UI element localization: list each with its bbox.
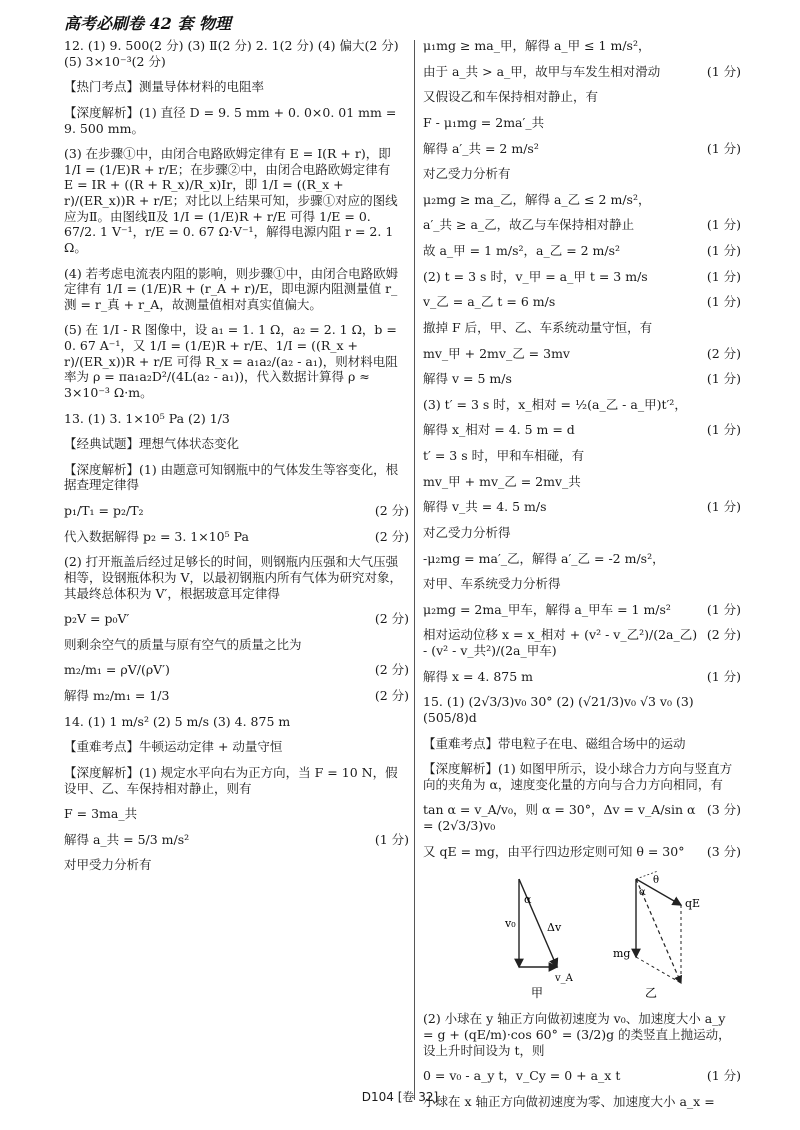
line-text: 解得 x = 4. 875 m — [423, 668, 534, 684]
text-line — [423, 371, 741, 387]
line-text: 代入数据解得 p₂ = 3. 1×10⁵ Pa — [64, 528, 249, 544]
caption-yi: 乙 — [645, 986, 658, 1001]
line-text: (2) 小球在 y 轴正方向做初速度为 v₀、加速度大小 a_y = g + (qE/m)·cos 60° = (3/2)g 的类竖直上抛运动，设上升时间设为 t，则 — [423, 1011, 731, 1058]
line-text: mv_甲 + mv_乙 = 2mv_共 — [423, 473, 581, 489]
text-line — [423, 627, 741, 658]
score-mark: (2 分) — [374, 611, 409, 627]
line-text: p₁/T₁ = p₂/T₂ — [64, 503, 144, 518]
line-text: 【重难考点】牛顿运动定律 + 动量守恒 — [64, 739, 283, 755]
text-line — [64, 611, 409, 627]
line-text: 则剩余空气的质量与原有空气的质量之比为 — [64, 636, 302, 652]
text-line — [423, 346, 741, 362]
text-line — [64, 637, 409, 653]
line-text: 对甲、车系统受力分析得 — [423, 576, 561, 592]
text-line — [423, 761, 741, 792]
line-text: 【经典试题】理想气体状态变化 — [64, 436, 240, 452]
line-text: tan α = v_A/v₀，则 α = 30°，Δv = v_A/sin α = (2√3/3)v₀ — [423, 802, 696, 833]
line-text: μ₂mg ≥ ma_乙，解得 a_乙 ≤ 2 m/s²， — [423, 191, 651, 207]
text-line — [64, 857, 409, 873]
line-text: 解得 v_共 = 4. 5 m/s — [423, 499, 547, 515]
label-alpha-yi: α — [639, 887, 646, 899]
line-text: μ₁mg ≥ ma_甲，解得 a_甲 ≤ 1 m/s²， — [423, 38, 651, 53]
text-line — [423, 269, 741, 285]
text-line — [423, 736, 741, 752]
text-line — [64, 662, 409, 678]
score-mark: (1 分) — [706, 243, 741, 258]
score-mark: (1 分) — [706, 268, 741, 284]
line-text: 14. (1) 1 m/s² (2) 5 m/s (3) 4. 875 m — [64, 713, 291, 729]
text-line — [423, 1068, 741, 1084]
score-mark: (2 分) — [706, 345, 741, 361]
line-text: 解得 a_共 = 5/3 m/s² — [64, 831, 190, 847]
score-mark: (1 分) — [706, 499, 741, 515]
text-line — [423, 38, 741, 54]
line-text: 相对运动位移 x = x_相对 + (v² - v_乙²)/(2a_乙) - (v² - v_共²)/(2a_甲车) — [423, 627, 698, 658]
text-line — [423, 217, 741, 233]
page-header-title: 高考必刷卷 42 套 物理 — [64, 14, 231, 33]
line-text: p₂V = p₀V′ — [64, 611, 130, 627]
text-line — [64, 765, 409, 796]
label-qE: qE — [685, 897, 701, 911]
line-text: 13. (1) 3. 1×10⁵ Pa (2) 1/3 — [64, 410, 230, 426]
text-line — [64, 436, 409, 452]
caption-jia: 甲 — [531, 986, 544, 1001]
text-line — [64, 529, 409, 545]
label-mg: mg — [613, 947, 631, 961]
score-mark: (2 分) — [374, 503, 409, 518]
score-mark: (1 分) — [706, 601, 741, 617]
score-mark: (2 分) — [374, 528, 409, 544]
text-line — [64, 411, 409, 427]
text-line — [423, 243, 741, 259]
score-mark: (1 分) — [706, 217, 741, 233]
text-line — [64, 554, 409, 601]
left-column — [64, 38, 409, 883]
text-line — [423, 802, 741, 833]
text-line — [423, 115, 741, 131]
line-text: 又 qE = mg，由平行四边形定则可知 θ = 30° — [423, 843, 685, 859]
line-text: t′ = 3 s 时，甲和车相碰，有 — [423, 448, 585, 463]
line-text: 故 a_甲 = 1 m/s²，a_乙 = 2 m/s² — [423, 243, 621, 258]
line-text: m₂/m₁ = ρV/(ρV′) — [64, 662, 170, 678]
text-line — [423, 141, 741, 157]
text-line — [423, 474, 741, 490]
line-text: 12. (1) 9. 500(2 分) (3) Ⅱ(2 分) 2. 1(2 分) (4) 偏大(2 分) (5) 3×10⁻³(2 分) — [64, 38, 399, 69]
text-line — [64, 503, 409, 519]
score-mark: (1 分) — [706, 668, 741, 684]
page-footer: D104 [卷 32] — [361, 1090, 439, 1104]
score-mark: (3 分) — [706, 843, 741, 859]
text-line — [423, 397, 741, 413]
parallelogram-side-bottom — [636, 957, 681, 983]
line-text: F = 3ma_共 — [64, 806, 138, 822]
text-line — [423, 422, 741, 438]
score-mark: (2 分) — [374, 662, 409, 678]
line-text: 对乙受力分析有 — [423, 166, 511, 182]
text-line — [423, 166, 741, 182]
line-text: mv_甲 + 2mv_乙 = 3mv — [423, 345, 570, 361]
text-line — [423, 448, 741, 464]
label-theta: θ — [653, 875, 660, 887]
line-text: 解得 a′_共 = 2 m/s² — [423, 140, 539, 156]
score-mark: (1 分) — [706, 63, 741, 79]
line-text: a′_共 ≥ a_乙，故乙与车保持相对静止 — [423, 217, 635, 233]
text-line — [423, 844, 741, 860]
text-line — [64, 739, 409, 755]
line-text: 15. (1) (2√3/3)v₀ 30° (2) (√21/3)v₀ √3 v₀ (3) (505/8)d — [423, 694, 694, 725]
line-text: 对乙受力分析得 — [423, 524, 511, 540]
line-text: 0 = v₀ - a_y t，v_Cy = 0 + a_x t — [423, 1068, 621, 1084]
line-text: (5) 在 1/I - R 图像中，设 a₁ = 1. 1 Ω，a₂ = 2. 1 Ω，b = 0. 67 A⁻¹，又 1/I = (1/E)R + r/E、1/I = ((R_x + r)/(ER_x))R + r/E 可得 R_x = a₁a₂/(a₂ - a₁)，则材料电阻率为 ρ = πa₁a₂D²/(4L(a₂ - a₁))，代入数据计算得 ρ ≈ 3×10⁻³ Ω·m。 — [64, 322, 398, 400]
line-text: v_乙 = a_乙 t = 6 m/s — [423, 294, 556, 310]
score-mark: (1 分) — [374, 831, 409, 847]
text-line — [423, 525, 741, 541]
label-v0: v₀ — [505, 917, 516, 931]
line-text: (2) 打开瓶盖后经过足够长的时间，则钢瓶内压强和大气压强相等，设钢瓶体积为 V，以最初钢瓶内所有气体为研究对象，其最终总体积为 V′，根据玻意耳定律得 — [64, 554, 403, 601]
text-line — [423, 669, 741, 685]
line-text: 【深度解析】(1) 直径 D = 9. 5 mm + 0. 0×0. 01 mm = 9. 500 mm。 — [64, 104, 397, 136]
text-line — [64, 105, 409, 136]
text-line — [423, 499, 741, 515]
figure-yi-diagram — [613, 871, 700, 983]
score-mark: (2 分) — [374, 688, 409, 703]
line-text: 解得 m₂/m₁ = 1/3 — [64, 688, 170, 703]
line-text: 解得 x_相对 = 4. 5 m = d — [423, 422, 575, 438]
text-line — [64, 714, 409, 730]
line-text: F - μ₁mg = 2ma′_共 — [423, 114, 545, 130]
line-text: 又假设乙和车保持相对静止，有 — [423, 89, 599, 105]
line-text: 【深度解析】(1) 规定水平向右为正方向，当 F = 10 N，假设甲、乙、车保持相对静止，则有 — [64, 764, 398, 796]
score-mark: (2 分) — [706, 627, 741, 643]
text-line — [64, 688, 409, 704]
figures — [423, 869, 741, 1001]
label-alpha-jia: α — [524, 893, 532, 907]
score-mark: (3 分) — [706, 802, 741, 818]
text-line — [423, 602, 741, 618]
text-line — [64, 462, 409, 493]
figure-jia-diagram — [504, 879, 574, 984]
score-mark: (1 分) — [706, 140, 741, 156]
text-line — [64, 38, 409, 69]
figure-svg — [423, 869, 741, 1001]
text-line — [423, 89, 741, 105]
line-text: 【重难考点】带电粒子在电、磁组合场中的运动 — [423, 735, 686, 751]
text-line — [64, 832, 409, 848]
score-mark: (1 分) — [706, 294, 741, 310]
line-text: μ₂mg = 2ma_甲车，解得 a_甲车 = 1 m/s² — [423, 601, 671, 617]
line-text: (3) t′ = 3 s 时，x_相对 = ½(a_乙 - a_甲)t′²， — [423, 396, 687, 412]
line-text: -μ₂mg = ma′_乙，解得 a′_乙 = -2 m/s²， — [423, 550, 665, 566]
line-text: 撤掉 F 后，甲、乙、车系统动量守恒，有 — [423, 319, 653, 335]
line-text: (4) 若考虑电流表内阻的影响，则步骤①中，由闭合电路欧姆定律有 1/I = (1/E)R + (r_A + r)/E，即电源内阻测量值 r_测 = r_真 + r_A，故测量值相对真实值偏大。 — [64, 265, 399, 312]
text-line — [64, 266, 409, 313]
label-dv: Δv — [547, 921, 562, 935]
line-text: 【热门考点】测量导体材料的电阻率 — [64, 79, 265, 95]
score-mark: (1 分) — [706, 371, 741, 387]
text-line — [423, 1011, 741, 1058]
text-line — [64, 146, 409, 255]
text-line — [423, 320, 741, 336]
line-text: 【深度解析】(1) 由题意可知钢瓶中的气体发生等容变化，根据查理定律得 — [64, 461, 399, 493]
text-line — [64, 806, 409, 822]
text-line — [423, 64, 741, 80]
line-text: 小球在 x 轴正方向做初速度为零、加速度大小 a_x = — [423, 1093, 715, 1109]
line-text: 由于 a_共 > a_甲，故甲与车发生相对滑动 — [423, 63, 661, 79]
text-line — [423, 192, 741, 208]
column-divider — [414, 40, 415, 1100]
score-mark: (1 分) — [706, 422, 741, 438]
line-text: (2) t = 3 s 时，v_甲 = a_甲 t = 3 m/s — [423, 268, 648, 284]
text-line — [423, 576, 741, 592]
right-column — [423, 38, 741, 1119]
line-text: (3) 在步骤①中，由闭合电路欧姆定律有 E = I(R + r)，即 1/I = (1/E)R + r/E；在步骤②中，由闭合电路欧姆定律有 E = IR + ((R + R_x)/R_x)Ir，即 1/I = ((R_x + r)/(ER_x))R + r/E；对比以上结果可知，步骤①对应的图线应为Ⅱ。由图线Ⅱ及 1/I = (1/E)R + r/E 可得 1/E = 0. 67/2. 1 V⁻¹，r/E = 0. 67 Ω·V⁻¹，解得电源内阻 r = 2. 1 Ω。 — [64, 146, 398, 255]
text-line — [423, 551, 741, 567]
text-line — [423, 294, 741, 310]
right-column-top — [423, 38, 741, 859]
text-line — [423, 694, 741, 725]
score-mark: (1 分) — [706, 1068, 741, 1084]
text-line — [64, 322, 409, 400]
line-text: 【深度解析】(1) 如图甲所示，设小球合力方向与竖直方向的夹角为 α，速度变化量的方向与合力方向相同，有 — [423, 761, 733, 792]
line-text: 对甲受力分析有 — [64, 857, 152, 873]
text-line — [64, 79, 409, 95]
label-vA: v_A — [555, 973, 573, 985]
line-text: 解得 v = 5 m/s — [423, 371, 512, 387]
